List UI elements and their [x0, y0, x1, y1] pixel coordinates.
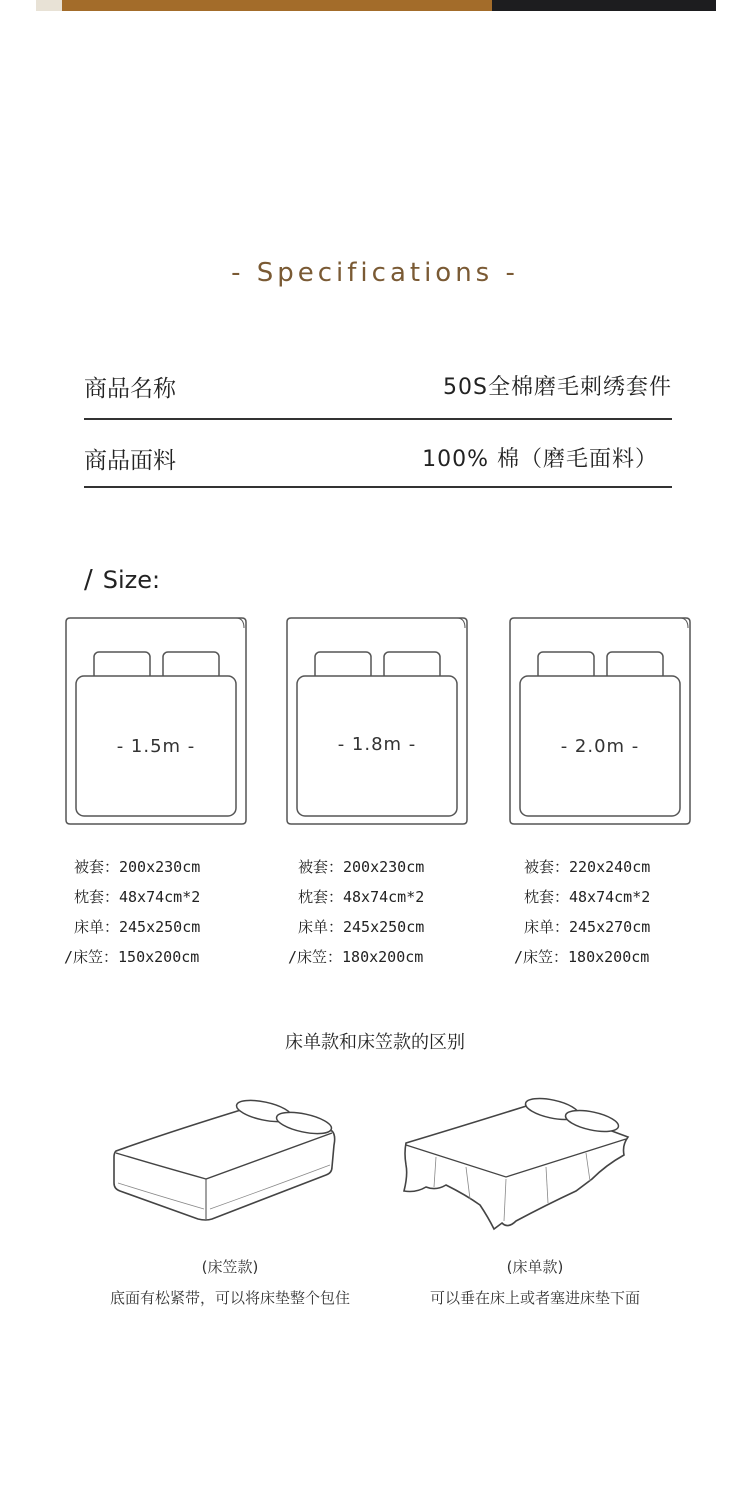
bed-size-label: - 1.5m -: [116, 736, 196, 757]
flat-sheet-name: (床单款): [506, 1258, 564, 1276]
top-product-photo-strip: [36, 0, 716, 11]
spec-row-fabric: [84, 420, 672, 488]
flat-sheet-description: 可以垂在床上或者塞进床垫下面: [429, 1289, 640, 1307]
spec-line: 被套：200x230cm: [298, 858, 425, 876]
bed-specs-1-5m: [64, 852, 200, 972]
spec-line: 枕套：48x74cm*2: [298, 888, 425, 906]
spec-line: 床单：245x250cm: [74, 918, 201, 936]
bed-outline-icon: [285, 614, 469, 826]
fitted-sheet-bed-icon: [106, 1095, 342, 1225]
spec-line: 被套：200x230cm: [74, 858, 201, 876]
bed-size-label: - 2.0m -: [560, 736, 640, 757]
spec-value: 50S全棉磨毛刺绣套件: [443, 375, 672, 400]
bed-size-label: - 1.8m -: [337, 734, 417, 755]
spec-line: /床笠：180x200cm: [514, 948, 650, 966]
bed-outline-icon: [508, 614, 692, 826]
spec-line: 枕套：48x74cm*2: [74, 888, 201, 906]
flat-sheet-caption: [390, 1256, 680, 1308]
spec-label: 商品名称: [84, 376, 176, 402]
size-heading-slash: /: [84, 565, 93, 595]
bed-diagram-1-8m: [285, 614, 469, 826]
flat-sheet-bed-icon: [396, 1095, 636, 1235]
spec-line: /床笠：150x200cm: [64, 948, 200, 966]
specifications-title: - Specifications -: [231, 258, 519, 288]
spec-line: /床笠：180x200cm: [288, 948, 424, 966]
fitted-sheet-description: 底面有松紧带，可以将床垫整个包住: [109, 1289, 350, 1307]
spec-line: 被套：220x240cm: [524, 858, 651, 876]
size-heading-text: Size:: [102, 566, 161, 594]
spec-line: 床单：245x250cm: [298, 918, 425, 936]
bed-specs-2-0m: [514, 852, 650, 972]
spec-line: 枕套：48x74cm*2: [524, 888, 651, 906]
bed-diagram-1-5m: [64, 614, 248, 826]
spec-label: 商品面料: [84, 448, 176, 474]
bed-outline-icon: [64, 614, 248, 826]
spec-value: 100% 棉（磨毛面料）: [422, 447, 658, 472]
fitted-sheet-name: (床笠款): [201, 1258, 259, 1276]
bed-specs-1-8m: [288, 852, 424, 972]
bed-diagram-2-0m: [508, 614, 692, 826]
spec-line: 床单：245x270cm: [524, 918, 651, 936]
spec-row-product-name: [84, 350, 672, 420]
fitted-sheet-caption: [80, 1256, 380, 1308]
comparison-title: 床单款和床笠款的区别: [285, 1032, 465, 1053]
size-heading: [84, 565, 160, 595]
